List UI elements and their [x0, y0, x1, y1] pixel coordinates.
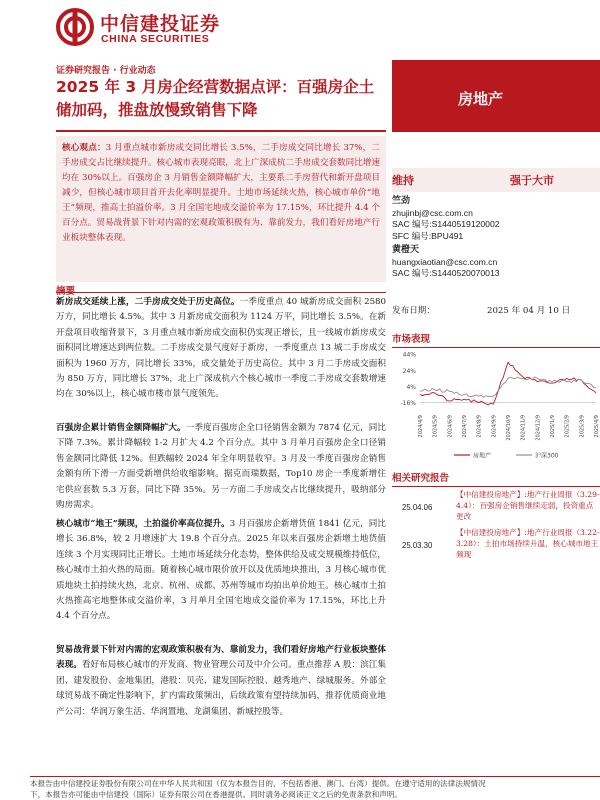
- related-reports-list: [392, 489, 600, 565]
- paragraph-3-text: 3 月百强房企新增货值 1841 亿元，同比增长 36.8%，较 2 月增速扩大 19.8 个百分点。2025 年以来百强房企新增土地货值连续 3 个月实现同比正增长。土地市场延续分化态势，整体供给及成交规模维持低位，核心城市土拍火热的局面。随着核心城市限价放开以及优质地块推出，3 月核心城市优质地块土拍持续火热，北京、杭州、成都、苏州等城市均拍出单价地王。核心城市土拍火热推高宅地整体成交溢价率，3 月单月全国宅地成交溢价率为 17.15%，环比上升 4.4 个百分点。: [56, 519, 386, 622]
- sector-banner: [392, 60, 600, 132]
- abstract-paragraph-2: [56, 421, 386, 513]
- y-tick-label: -16%: [400, 400, 416, 408]
- brand-mark-icon: [56, 8, 94, 46]
- paragraph-4-text: 看好布局核心城市的开发商、物业管理公司及中介公司。重点推荐 A 股：滨江集团、建发股份、金地集团，港股：贝壳、建发国际控股、越秀地产、绿城服务。外部全球贸易战不确定性影响下，扩内需政策频出，后续政策有望持续加码，推荐优质商业地产公司：华润万象生活、华润置地、龙湖集团、新城控股等。: [56, 660, 386, 717]
- x-tick-label: 2024/10/9: [506, 415, 512, 441]
- related-report-title[interactable]: 【中信建投房地产】:地产行业周报（3.22-3.28）：土拍市场持续升温，核心城市地王频现: [456, 528, 600, 559]
- market-chart: [392, 345, 600, 465]
- abstract-divider: [56, 292, 386, 293]
- abstract-paragraph-4: [56, 643, 386, 720]
- series-line-房地产: [420, 362, 596, 404]
- market-section-title: 市场表现: [392, 331, 600, 348]
- paragraph-1-lead: 新房成交延续上涨，二手房成交处于历史高位。: [56, 297, 240, 307]
- rating-bar: [392, 168, 600, 192]
- publish-date: 2025 年 04 月 10 日: [486, 306, 571, 316]
- related-report-item[interactable]: [392, 527, 600, 565]
- legend-label: 房地产: [473, 452, 492, 460]
- x-tick-label: 2025/4/9: [594, 415, 600, 438]
- x-tick-label: 2024/5/9: [432, 415, 439, 438]
- sector-label: 房地产: [458, 90, 504, 108]
- legend-label: 沪深300: [535, 452, 559, 460]
- paragraph-3-lead: 核心城市“地王”频现，土拍溢价率高位提升。: [56, 519, 230, 529]
- footer-line-2: 下，本报告亦可能由中信建投（国际）证券有限公司在香港提供。同时请务必阅读正文之后的免责条款和声明。: [30, 790, 403, 799]
- x-tick-label: 2024/9/9: [491, 415, 498, 438]
- market-chart-svg: [392, 345, 600, 465]
- footer-line-1: 本报告由中信建投证券股份有限公司在中华人民共和国（仅为本报告目的，不包括香港、澳门、台湾）提供。在遵守适用的法律法规情况: [30, 779, 486, 788]
- analyst-sac: SAC 编号:S1440519120002: [392, 219, 500, 230]
- brand-name-en: CHINA SECURITIES: [101, 33, 210, 45]
- analyst-name: 黄橙天: [392, 245, 420, 255]
- y-tick-label: 24%: [402, 367, 416, 375]
- core-view-label: 核心观点：: [62, 143, 106, 153]
- analyst-sac: SAC 编号:S1440520070013: [392, 268, 500, 279]
- report-title: 2025 年 3 月房企经营数据点评：百强房企土储加码，推盘放慢致销售下降: [56, 78, 375, 119]
- paragraph-2-lead: 百强房企累计销售金额降幅扩大。: [56, 423, 186, 433]
- x-tick-label: 2024/8/9: [476, 415, 483, 438]
- analyst-name: 竺劲: [392, 196, 411, 206]
- paragraph-1-text: 一季度重点 40 城新房成交面积 2580 万方，同比增长 4.5%。其中 3 月新房成交面积为 1124 万平，同比增长 3.5%。在新开盘项目收缩背景下，3 月重点城市新房成交面积仍实现正增长，且一线城市新房成交面积同比增速达到两位数。二手房成交景气度好于新房，一季度重点 13 城二手房成交面积为 1960 万方，同比增长 33%，成交量处于历史高位。其中 3 月二手房成交面积为 850 万方，同比增长 37%，北上广深成杭六个核心城市一季度二手房成交套数增速均在 30%以上，核心城市楼市景气度领先。: [56, 297, 386, 400]
- x-tick-label: 2025/1/9: [550, 415, 556, 438]
- paragraph-4-lead: 贸易战背景下针对内需的宏观政策积极有为、靠前发力，我们看好房地产行业板块整体表现。: [56, 645, 386, 671]
- footer-disclaimer: [30, 778, 600, 800]
- core-view-box: [56, 136, 386, 282]
- y-tick-label: 4%: [406, 383, 416, 391]
- related-section-title: 相关研究报告: [392, 470, 600, 487]
- x-tick-label: 2024/7/9: [462, 415, 468, 438]
- rating-value: 强于大市: [510, 174, 554, 187]
- x-tick-label: 2024/11/9: [520, 415, 527, 441]
- related-report-date: 25.04.06: [402, 503, 433, 512]
- analyst-card: [392, 245, 500, 280]
- y-tick-label: 44%: [402, 351, 416, 359]
- related-report-date: 25.03.30: [402, 541, 433, 550]
- analyst-card: [392, 196, 500, 242]
- footer-divider: [30, 776, 600, 777]
- brand-name-cn: 中信建投证券: [100, 13, 221, 35]
- abstract-paragraph-3: [56, 517, 386, 625]
- title-divider: [56, 130, 386, 132]
- publish-date-label: 发布日期：: [392, 306, 435, 316]
- analyst-email[interactable]: huangxiaotian@csc.com.cn: [392, 256, 498, 267]
- x-tick-label: 2024/6/9: [447, 415, 454, 438]
- analyst-email[interactable]: zhujinbj@csc.com.cn: [392, 207, 473, 218]
- paragraph-2-text: 一季度百强房企全口径销售金额为 7874 亿元，同比下降 7.3%。累计降幅较 1-2 月扩大 4.2 个百分点。其中 3 月单月百强房企全口径销售金额同比降低 12%。但跌幅较 2024 年全年明显收窄。3 月及一季度百强房企销售金额有所下滑一方面受新增供给收缩影响。据克而瑞数据，Top10 房企一季度新增住宅供应套数 5.3 万套，同比下降 35%。另一方面二手房成交占比继续提升，吸纳部分购房需求。: [56, 423, 386, 511]
- related-report-title[interactable]: 【中信建投房地产】:地产行业周报（3.29-4.4）：百强房企销售继续走弱，投资重点更改: [456, 490, 600, 521]
- x-tick-label: 2025/3/9: [579, 415, 586, 438]
- x-tick-label: 2024/4/9: [418, 415, 424, 438]
- rating-action: 维持: [392, 174, 414, 187]
- core-view-paragraph: [62, 141, 380, 246]
- abstract-paragraph-1: [56, 295, 386, 403]
- x-tick-label: 2024/12/9: [535, 415, 542, 441]
- related-report-item[interactable]: [392, 489, 600, 527]
- report-type: 证券研究报告 · 行业动态: [56, 66, 156, 76]
- publish-date-row: [392, 304, 570, 316]
- core-view-text: 3 月重点城市新房成交同比增长 3.5%，二手房成交同比增长 37%，二手房成交占比继续提升。核心城市表现亮眼，北上广深成杭二手房成交套数同比增速均在 30%以上。百强房企 3 月销售金额降幅扩大，主要系二手房替代和新开盘项目减少，但核心城市项目首开去化率明显提升。土地市场延续火热，核心城市单价“地王”频现，推高土拍溢价率。3 月全国宅地成交溢价率为 17.15%，环比提升 4.4 个百分点。贸易战背景下针对内需的宏观政策积极有为、靠前发力，我们看好房地产行业板块整体表现。: [62, 143, 380, 243]
- x-tick-label: 2025/2/9: [564, 415, 571, 438]
- analyst-sfc: SFC 编号:BPU491: [392, 230, 464, 241]
